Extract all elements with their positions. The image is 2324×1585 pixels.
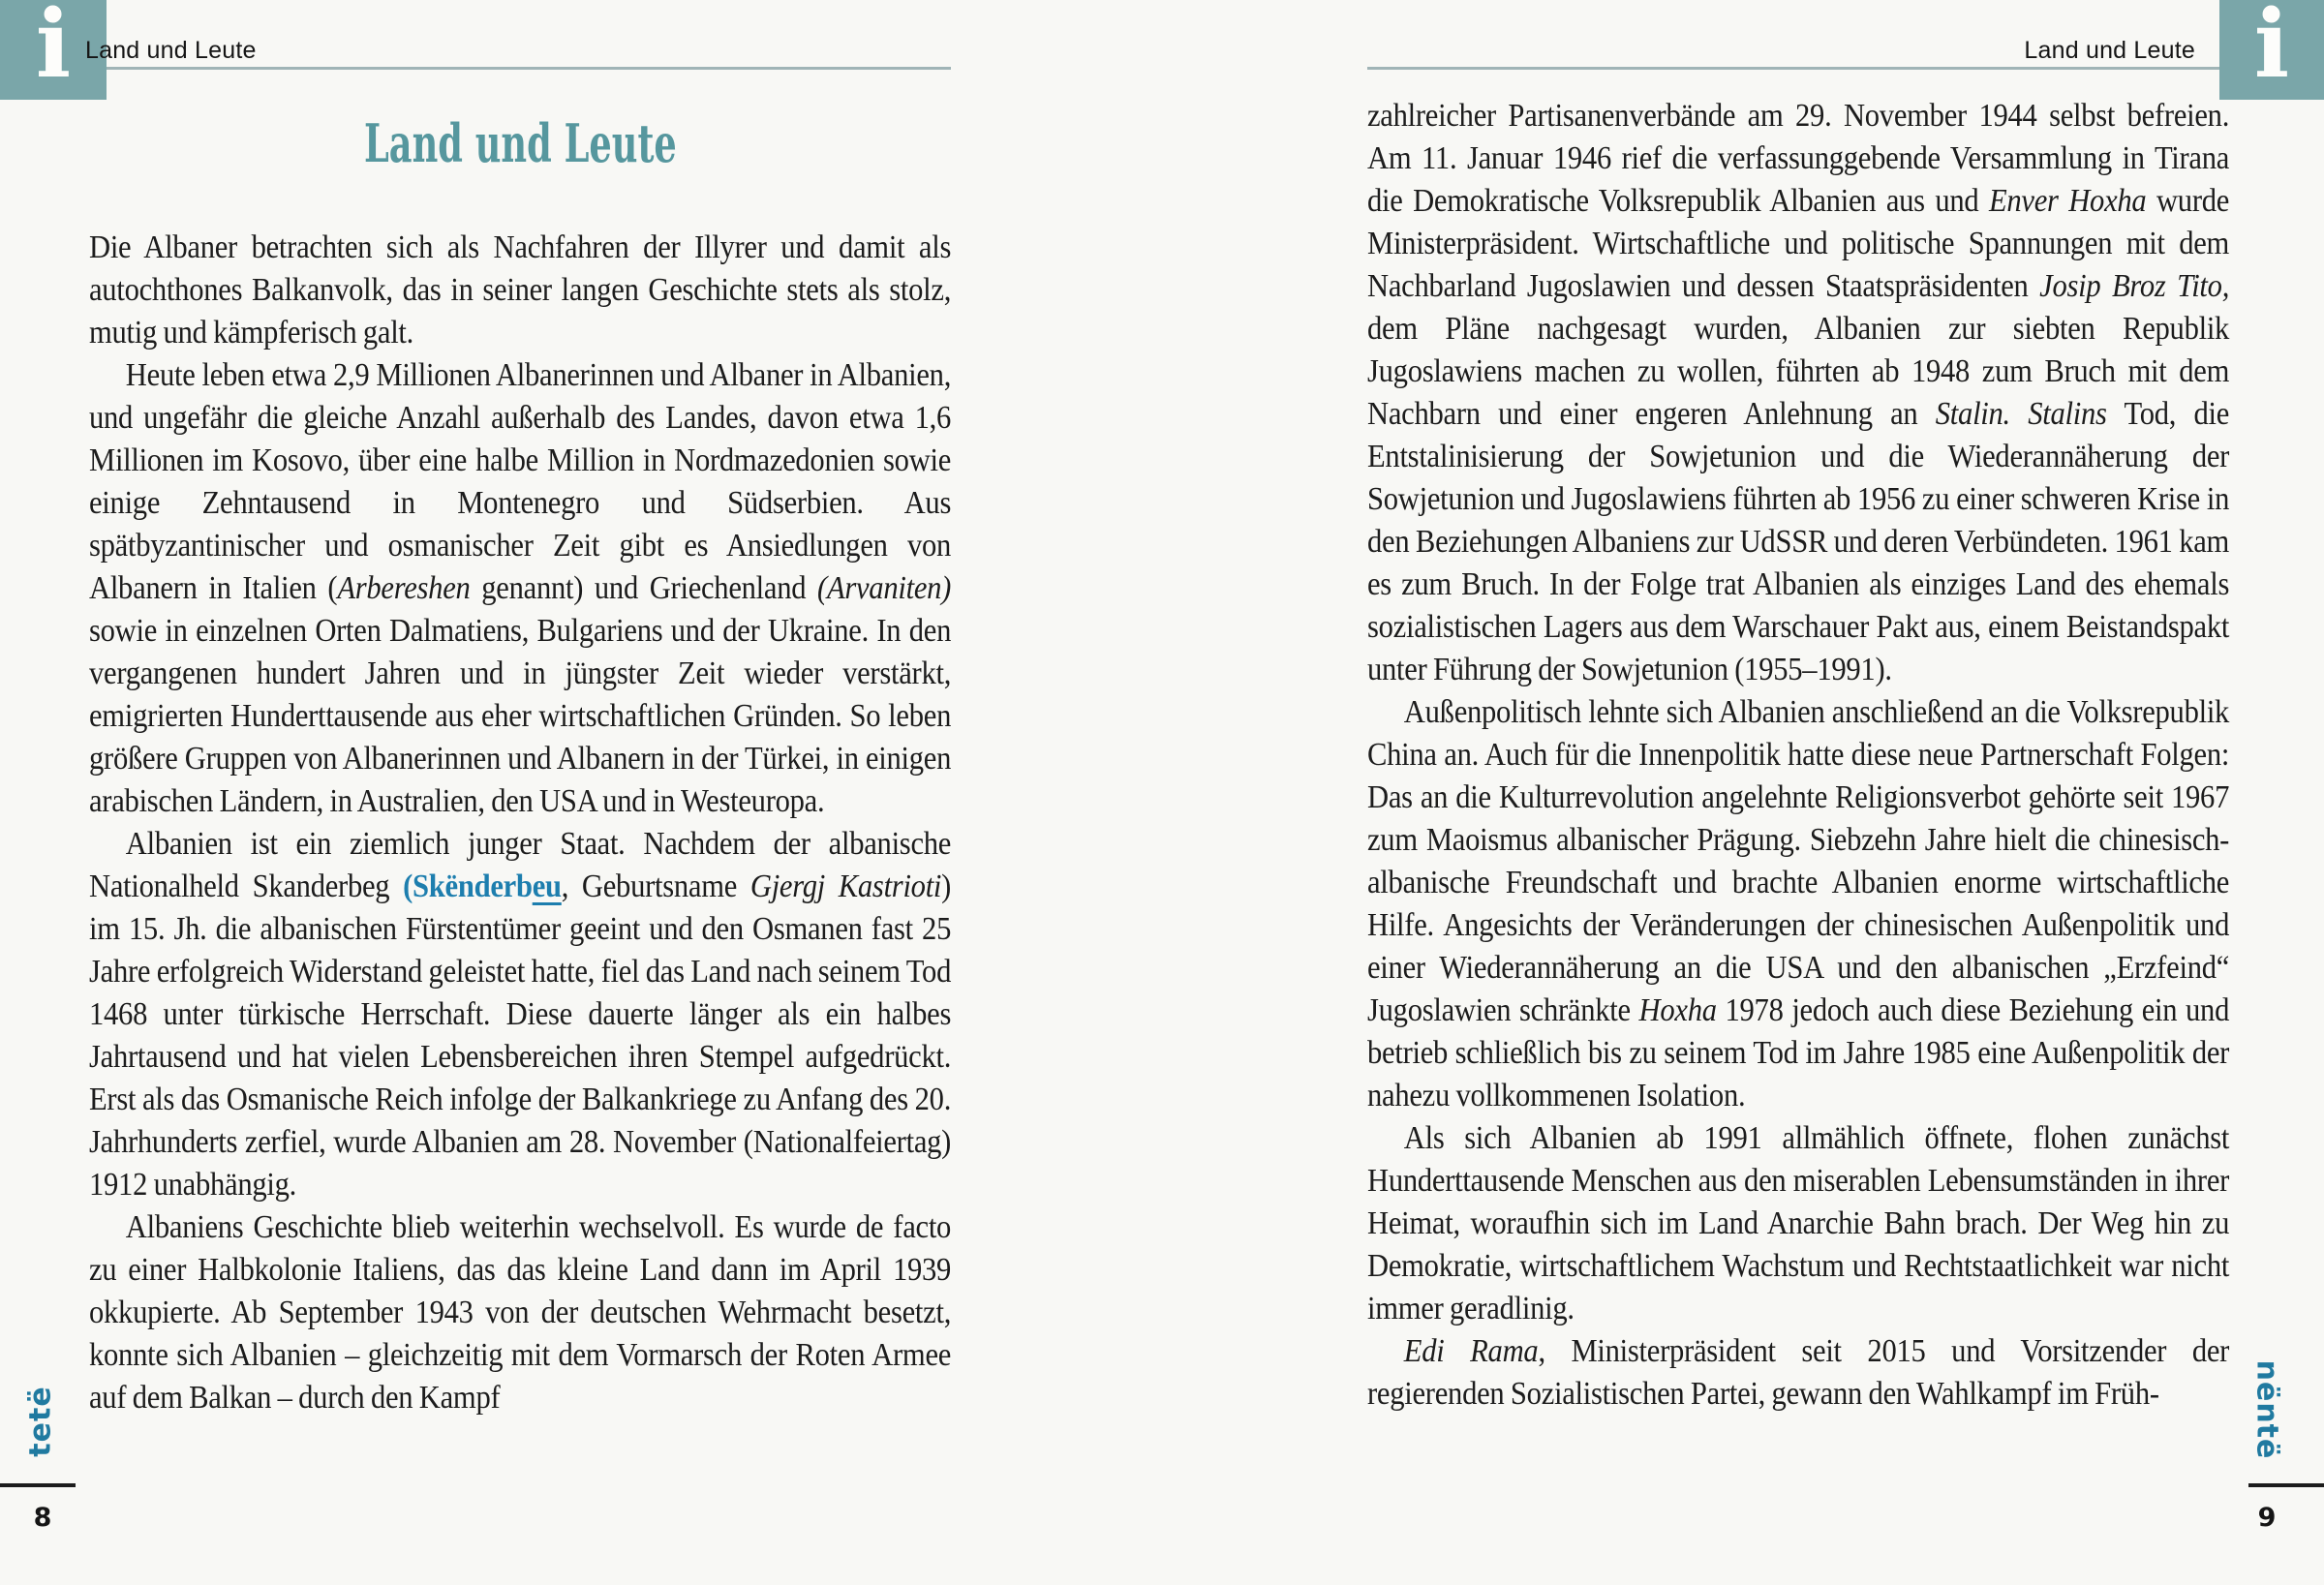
- text-run: wurde Ministerpräsident. Wirtschaftliche und politische Spannungen mit dem Nachbarland Jugoslawien und dessen Staatspräsidenten: [1367, 183, 2230, 304]
- chapter-title: [89, 112, 951, 174]
- page-number-right: 9: [2257, 1503, 2277, 1533]
- margin-number-word-right: nëntë: [2249, 1359, 2284, 1460]
- header-rule-left: [107, 67, 951, 70]
- body-paragraph: [89, 354, 951, 823]
- info-tab-right: [2219, 0, 2324, 100]
- text-run: sowie in einzelnen Orten Dalmatiens, Bulgariens und der Ukraine. In den vergangenen hundert Jahren und in jüngster Zeit wieder verstärkt, emigrierten Hunderttausende aus eher wirtschaftlichen Gründen. So leben größere Gruppen von Albanerinnen und Albanern in der Türkei, in einigen arabischen Ländern, in Australien, den USA und in Westeuropa.: [89, 613, 952, 819]
- cross-reference-link: (Skënderb: [403, 869, 533, 904]
- info-icon: i: [2253, 0, 2290, 99]
- text-run: 1978 jedoch auch diese Beziehung ein und betrieb schließlich bis zu seinem Tod im Jahre 1985 eine Außenpolitik der nahezu vollkommenen Isolation.: [1367, 992, 2230, 1113]
- text-run: , Geburtsname: [561, 869, 750, 904]
- body-paragraph: [89, 1206, 951, 1419]
- text-run: Als sich Albanien ab 1991 allmählich öffnete, flohen zunächst Hunderttausende Menschen aus den miserablen Lebensumständen in ihrer Heimat, woraufhin sich im Land Anarchie Bahn brach. Der Weg hin zu Demokratie, wirtschaftlichem Wachstum und Rechtstaatlichkeit war nicht immer geradlinig.: [1367, 1120, 2230, 1326]
- text-run: Edi Rama: [1403, 1333, 1539, 1369]
- text-run: (Arvaniten): [817, 570, 952, 606]
- body-paragraph: [1367, 95, 2229, 691]
- header-rule-right: [1367, 67, 2219, 70]
- text-run: zahlreicher Partisanenverbände am 29. November 1944 selbst befreien. Am 11. Januar 1946 rief die verfassunggebende Versammlung in Tirana die Demokratische Volksrepublik Albanien aus und: [1367, 98, 2230, 219]
- text-run: , Ministerpräsident seit 2015 und Vorsitzender der regierenden Sozialistischen Partei, gewann den Wahlkampf im Früh-: [1367, 1333, 2230, 1412]
- text-run: Stalin. Stalins: [1935, 396, 2107, 432]
- text-run: genannt) und Griechenland: [470, 570, 818, 606]
- text-run: Außenpolitisch lehnte sich Albanien anschließend an die Volksrepublik China an. Auch für die Innenpolitik hatte diese neue Partnerschaft Folgen: Das an die Kulturrevolution angelehnte Religionsverbot gehörte seit 1967 zum Maoismus albanischer Prägung. Siebzehn Jahre hielt die chinesisch-albanische Freundschaft und brachte Albanien enorme wirtschaftliche Hilfe. Angesichts der Veränderungen der chinesischen Außenpolitik und einer Wiederannäherung an die USA und den albanischen „Erzfeind“ Jugoslawien schränkte: [1367, 694, 2230, 1028]
- text-run: Albaniens Geschichte blieb weiterhin wechselvoll. Es wurde de facto zu einer Halbkolonie Italiens, das das kleine Land dann im April 1939 okkupierte. Ab September 1943 von der deutschen Wehrmacht besetzt, konnte sich Albanien – gleichzeitig mit dem Vormarsch der Roten Armee auf dem Balkan – durch den Kampf: [89, 1209, 952, 1416]
- text-run: Gjergj Kastrioti: [749, 869, 942, 904]
- info-icon: i: [35, 0, 72, 99]
- text-run: ) im 15. Jh. die albanischen Fürstentümer geeint und den Osmanen fast 25 Jahre erfolgreich Widerstand geleistet hatte, fiel das Land nach seinem Tod 1468 unter türkische Herrschaft. Diese dauerte länger als ein halbes Jahrtausend und hat vielen Lebensbereichen ihren Stempel aufgedrückt. Erst als das Osmanische Reich infolge der Balkankriege zu Anfang des 20. Jahrhunderts zerfiel, wurde Albanien am 28. November (Nationalfeiertag) 1912 unabhängig.: [89, 869, 952, 1203]
- text-run: Arbereshen: [337, 570, 471, 606]
- text-run: Josip Broz Tito,: [2039, 268, 2230, 304]
- chapter-title-text: Land und Leute: [363, 112, 677, 174]
- body-paragraph: [1367, 691, 2229, 1117]
- footer-rule-right: [2248, 1483, 2324, 1487]
- text-run: Hoxha: [1638, 992, 1717, 1028]
- margin-number-word-left: tetë: [23, 1386, 58, 1457]
- body-paragraph: [89, 823, 951, 1206]
- body-column-left: [89, 227, 951, 1419]
- body-column-right: [1367, 95, 2229, 1416]
- text-run: Heute leben etwa 2,9 Millionen Albanerinnen und Albaner in Albanien, und ungefähr die gleiche Anzahl außerhalb des Landes, davon etwa 1,6 Millionen im Kosovo, über eine halbe Million in Nordmazedonien sowie einige Zehntausend in Montenegro und Südserbien. Aus spätbyzantinischer und osmanischer Zeit gibt es Ansiedlungen von Albanern in Italien (: [89, 357, 952, 606]
- body-paragraph: [1367, 1330, 2229, 1416]
- footer-rule-left: [0, 1483, 76, 1487]
- text-run: Die Albaner betrachten sich als Nachfahren der Illyrer und damit als autochthones Balkanvolk, das in seiner langen Geschichte stets als stolz, mutig und kämpferisch galt.: [89, 229, 952, 351]
- text-run: Enver Hoxha: [1988, 183, 2147, 219]
- body-paragraph: [1367, 1117, 2229, 1330]
- running-header-left: Land und Leute: [85, 37, 257, 64]
- text-run: dem Pläne nachgesagt wurden, Albanien zur siebten Republik Jugoslawiens machen zu wollen, führten ab 1948 zum Bruch mit dem Nachbarn und einer engeren Anlehnung an: [1367, 311, 2230, 432]
- running-header-right: Land und Leute: [2024, 37, 2195, 64]
- text-run: Tod, die Entstalinisierung der Sowjetunion und die Wiederannäherung der Sowjetunion und Jugoslawiens führten ab 1956 zu einer schweren Krise in den Beziehungen Albaniens zur UdSSR und deren Verbündeten. 1961 kam es zum Bruch. In der Folge trat Albanien als einziges Land des ehemals sozialistischen Lagers aus dem Warschauer Pakt aus, einem Beistandspakt unter Führung der Sowjetunion (1955–1991).: [1367, 396, 2230, 687]
- text-run: Albanien ist ein ziemlich junger Staat. Nachdem der albanische Nationalheld Skanderbeg: [89, 826, 952, 904]
- body-paragraph: [89, 227, 951, 354]
- page-number-left: 8: [33, 1503, 52, 1533]
- cross-reference-link: eu: [532, 869, 562, 904]
